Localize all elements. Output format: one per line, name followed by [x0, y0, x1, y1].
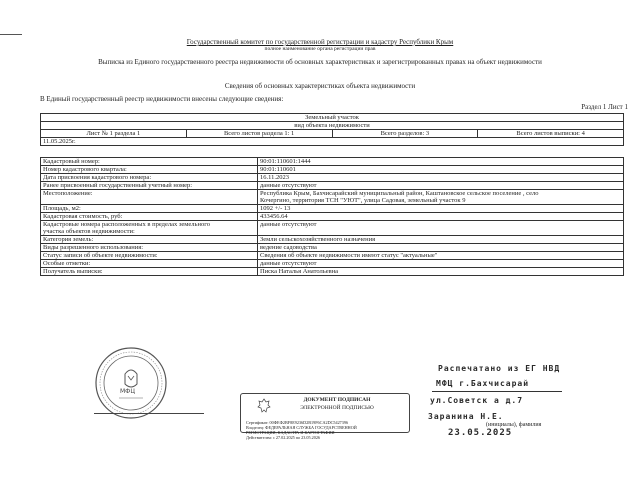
row-value: Земли сельскохозяйственного назначения [258, 236, 624, 244]
row-label: Виды разрешенного использования: [41, 244, 258, 252]
mfc-stamp-line-1: Распечатано из ЕГ НВД [438, 364, 561, 373]
row-value: данные отсутствуют [258, 260, 624, 268]
row-label: Особые отметки: [41, 260, 258, 268]
table-row [41, 213, 624, 221]
mfc-stamp-caption: (инициалы), фамилия [486, 422, 542, 428]
table-row [41, 252, 624, 260]
seal-icon [94, 346, 168, 420]
row-value: данные отсутствуют [258, 221, 624, 236]
row-label: Дата присвоения кадастрового номера: [41, 174, 258, 182]
row-label: Местоположение: [41, 190, 258, 205]
intro-text: В Единый государственный реестр недвижимости внесены следующие сведения: [40, 95, 284, 103]
table-row [41, 221, 624, 236]
sheet-number: Лист № 1 раздела 1 [41, 130, 187, 138]
signature-validity: Действителен: с 27.02.2025 по 23.05.2026 [246, 435, 321, 440]
row-value [258, 190, 624, 205]
row-label: Кадастровый номер: [41, 158, 258, 166]
agency-subtitle: полное наименование органа регистрации прав [264, 46, 376, 52]
row-value: Сведения об объекте недвижимости имеют статус "актуальные" [258, 252, 624, 260]
row-value: 90:01:110601 [258, 166, 624, 174]
table-row [41, 182, 624, 190]
row-value: 433456.64 [258, 213, 624, 221]
row-value: 16.11.2023 [258, 174, 624, 182]
row-label-line-2: участка объектов недвижимости: [43, 228, 135, 235]
seal-label: МФЦ [120, 388, 135, 395]
section-title: Сведения об основных характеристиках объекта недвижимости [224, 82, 416, 90]
seal-underline [94, 413, 204, 414]
row-label: Категория земель: [41, 236, 258, 244]
row-value: данные отсутствуют [258, 182, 624, 190]
agency-name: Государственный комитет по государственной регистрации и кадастру Республики Крым [186, 38, 454, 46]
mfc-stamp-line-2: МФЦ г.Бахчисарай [436, 379, 530, 388]
total-sections: Всего разделов: 3 [332, 130, 478, 138]
row-label: Кадастровая стоимость, руб: [41, 213, 258, 221]
extract-date: 11.05.2025г. [41, 138, 624, 146]
table-row [41, 158, 624, 166]
row-label: Получатель выписки: [41, 268, 258, 276]
signature-owner-2: РЕГИСТРАЦИИ, КАДАСТРА И КАРТОГРАФИИ [246, 430, 335, 435]
mfc-stamp-line-3: ул.Советск а д.7 [430, 396, 524, 405]
location-line-1: Республика Крым, Бахчисарайский муниципальный район, Каштановское сельское поселение , село [260, 190, 539, 197]
signature-subtitle: ЭЛЕКТРОННОЙ ПОДПИСЬЮ [300, 405, 374, 411]
table-row [41, 260, 624, 268]
row-label [41, 221, 258, 236]
table-row [41, 205, 624, 213]
signature-owner: Владелец: ФЕДЕРАЛЬНАЯ СЛУЖБА ГОСУДАРСТВЕННОЙ [246, 425, 357, 430]
total-sheets-extract: Всего листов выписки: 4 [478, 130, 624, 138]
official-seal [94, 346, 168, 420]
info-table [40, 157, 624, 276]
row-label: Ранее присвоенный государственный учетный номер: [41, 182, 258, 190]
table-row [41, 244, 624, 252]
object-type-sub: вид объекта недвижимости [41, 122, 624, 130]
object-type: Земельный участок [41, 114, 624, 122]
signature-title: ДОКУМЕНТ ПОДПИСАН [303, 397, 371, 403]
row-label: Номер кадастрового квартала: [41, 166, 258, 174]
signature-certificate: Сертификат: 00ФЕФ2BF8E9236D2B19F6CA2DC5427396 [246, 420, 349, 425]
stamp-rule [432, 391, 562, 392]
table-row [41, 166, 624, 174]
mfc-stamp-line-4: Заранина Н.Е. [428, 412, 504, 421]
emblem-icon [257, 398, 271, 414]
total-sheets-section: Всего листов раздела 1: 1 [186, 130, 332, 138]
row-label: Статус записи об объекте недвижимости: [41, 252, 258, 260]
row-value: ведение садоводства [258, 244, 624, 252]
location-line-2: Кочергино, территория ТСН "УЮТ", улица Садовая, земельный участок 9 [260, 197, 466, 204]
row-label: Площадь, м2: [41, 205, 258, 213]
row-value: Писка Наталья Анатольевна [258, 268, 624, 276]
section-label: Раздел 1 Лист 1 [581, 103, 628, 111]
signature-details [246, 420, 406, 440]
object-header-table [40, 113, 624, 146]
row-label-line-1: Кадастровые номера расположенных в пределах земельного [43, 221, 210, 228]
table-row [41, 268, 624, 276]
mfc-stamp-date: 23.05.2025 [448, 428, 513, 438]
extract-title: Выписка из Единого государственного реестра недвижимости об основных характеристиках и зарегистрированных правах на объект недвижимости [98, 58, 542, 66]
scan-edge-mark [0, 34, 22, 35]
row-value: 90:01:110601:1444 [258, 158, 624, 166]
row-value: 1092 +/- 13 [258, 205, 624, 213]
table-row [41, 236, 624, 244]
table-row [41, 190, 624, 205]
table-row [41, 174, 624, 182]
